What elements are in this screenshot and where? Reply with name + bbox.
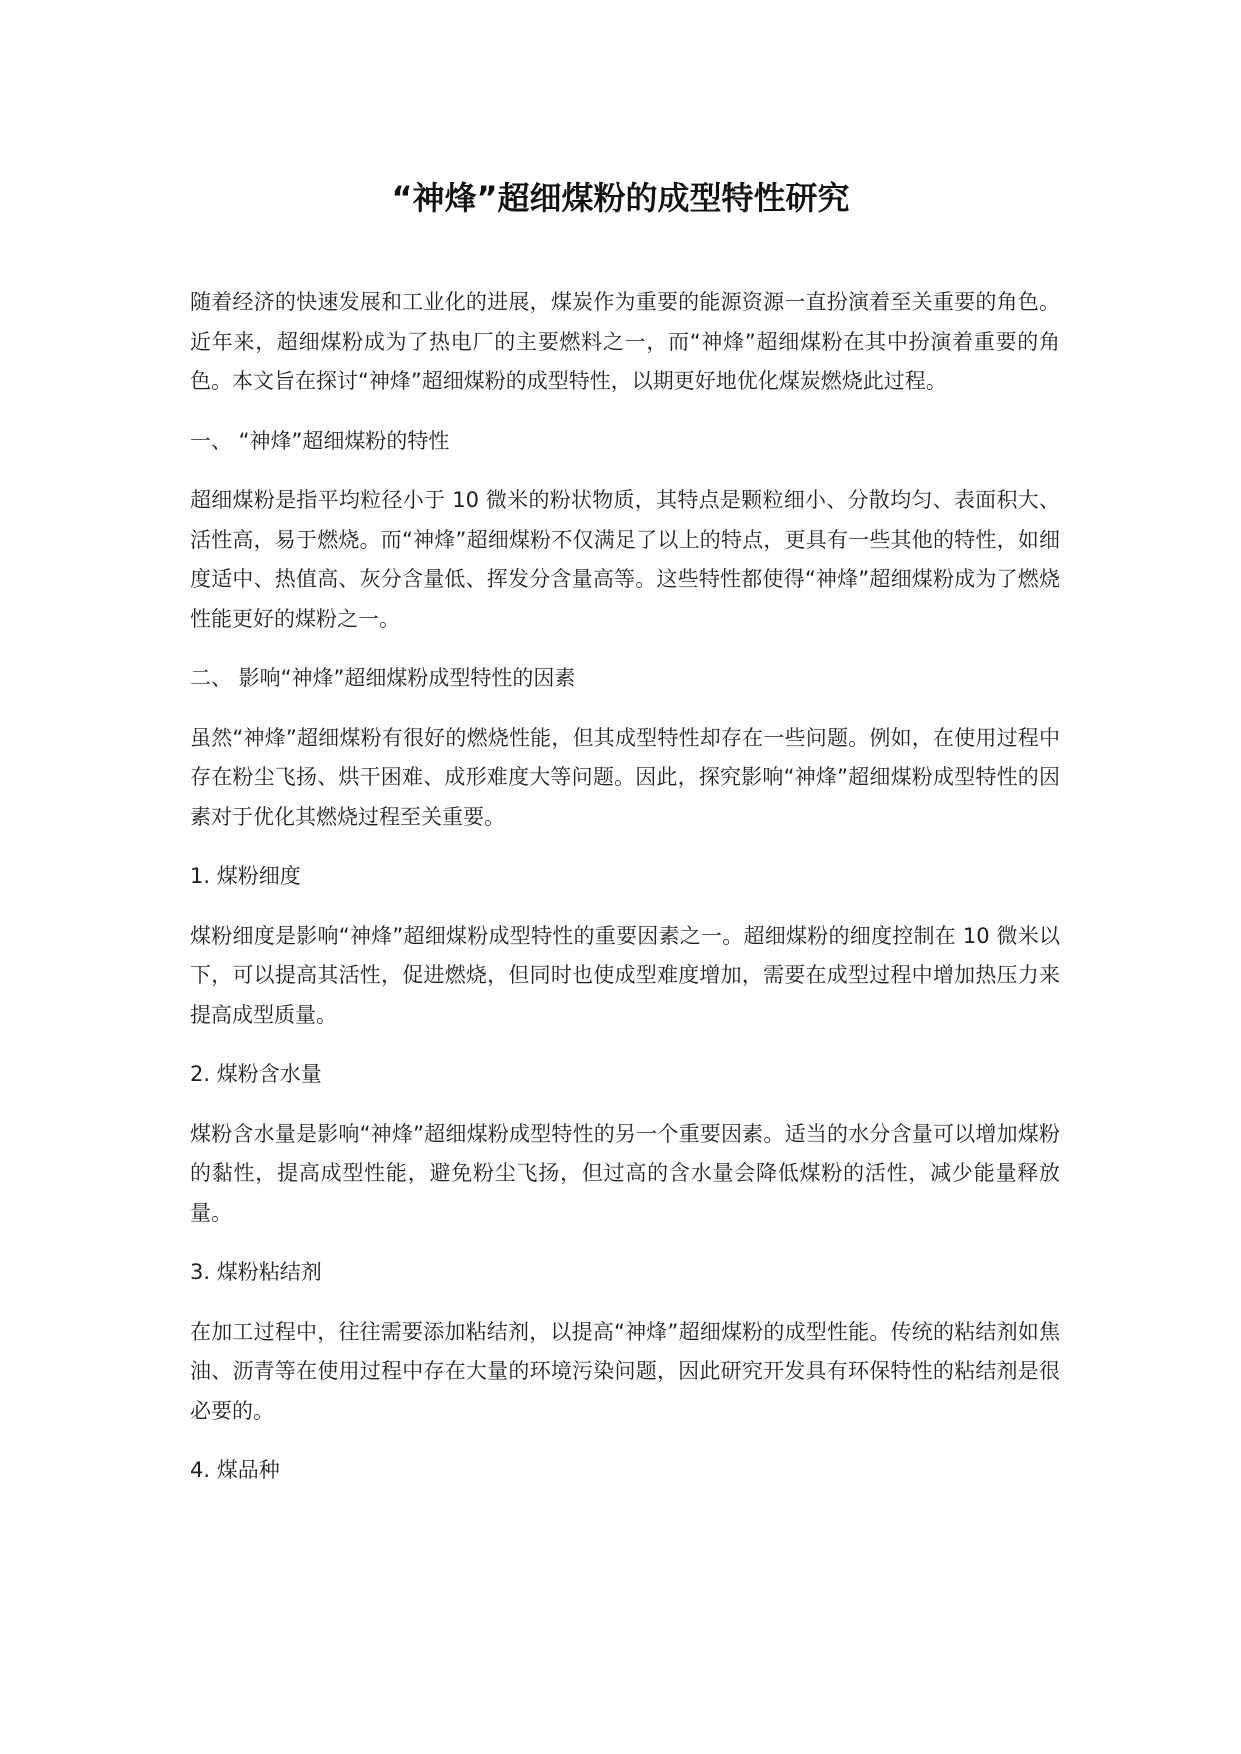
section-2-paragraph: 虽然“神烽”超细煤粉有很好的燃烧性能，但其成型特性却存在一些问题。例如，在使用过程中存在粉尘飞扬、烘干困难、成形难度大等问题。因此，探究影响“神烽”超细煤粉成型特性的因素对于优化其燃烧过程至关重要。 [190,725,1060,829]
subheading-coal-type: 4. 煤品种 [190,1458,280,1482]
coal-fineness-paragraph: 煤粉细度是影响“神烽”超细煤粉成型特性的重要因素之一。超细煤粉的细度控制在 10 微米以下，可以提高其活性，促进燃烧，但同时也使成型难度增加，需要在成型过程中增加热压力来提高成型质量。 [190,923,1060,1027]
subheading-coal-fineness: 1. 煤粉细度 [190,864,301,888]
intro-paragraph: 随着经济的快速发展和工业化的进展，煤炭作为重要的能源资源一直扮演着至关重要的角色。近年来，超细煤粉成为了热电厂的主要燃料之一，而“神烽”超细煤粉在其中扮演着重要的角色。本文旨在探讨“神烽”超细煤粉的成型特性，以期更好地优化煤炭燃烧此过程。 [190,290,1060,393]
subheading-binder: 3. 煤粉粘结剂 [190,1260,322,1284]
section-1-paragraph: 超细煤粉是指平均粒径小于 10 微米的粉状物质，其特点是颗粒细小、分散均匀、表面积大、活性高，易于燃烧。而“神烽”超细煤粉不仅满足了以上的特点，更具有一些其他的特性，如细度适中、热值高、灰分含量低、挥发分含量高等。这些特性都使得“神烽”超细煤粉成为了燃烧性能更好的煤粉之一。 [190,488,1060,631]
section-heading-2: 二、 影响“神烽”超细煤粉成型特性的因素 [190,666,576,690]
subheading-moisture-content: 2. 煤粉含水量 [190,1062,322,1086]
document-title: “神烽”超细煤粉的成型特性研究 [391,179,850,217]
moisture-content-paragraph: 煤粉含水量是影响“神烽”超细煤粉成型特性的另一个重要因素。适当的水分含量可以增加煤粉的黏性，提高成型性能，避免粉尘飞扬，但过高的含水量会降低煤粉的活性，减少能量释放量。 [190,1121,1060,1225]
binder-paragraph: 在加工过程中，往往需要添加粘结剂，以提高“神烽”超细煤粉的成型性能。传统的粘结剂如焦油、沥青等在使用过程中存在大量的环境污染问题，因此研究开发具有环保特性的粘结剂是很必要的。 [190,1319,1060,1423]
section-heading-1: 一、 “神烽”超细煤粉的特性 [190,428,450,453]
document-body [190,283,1060,1511]
